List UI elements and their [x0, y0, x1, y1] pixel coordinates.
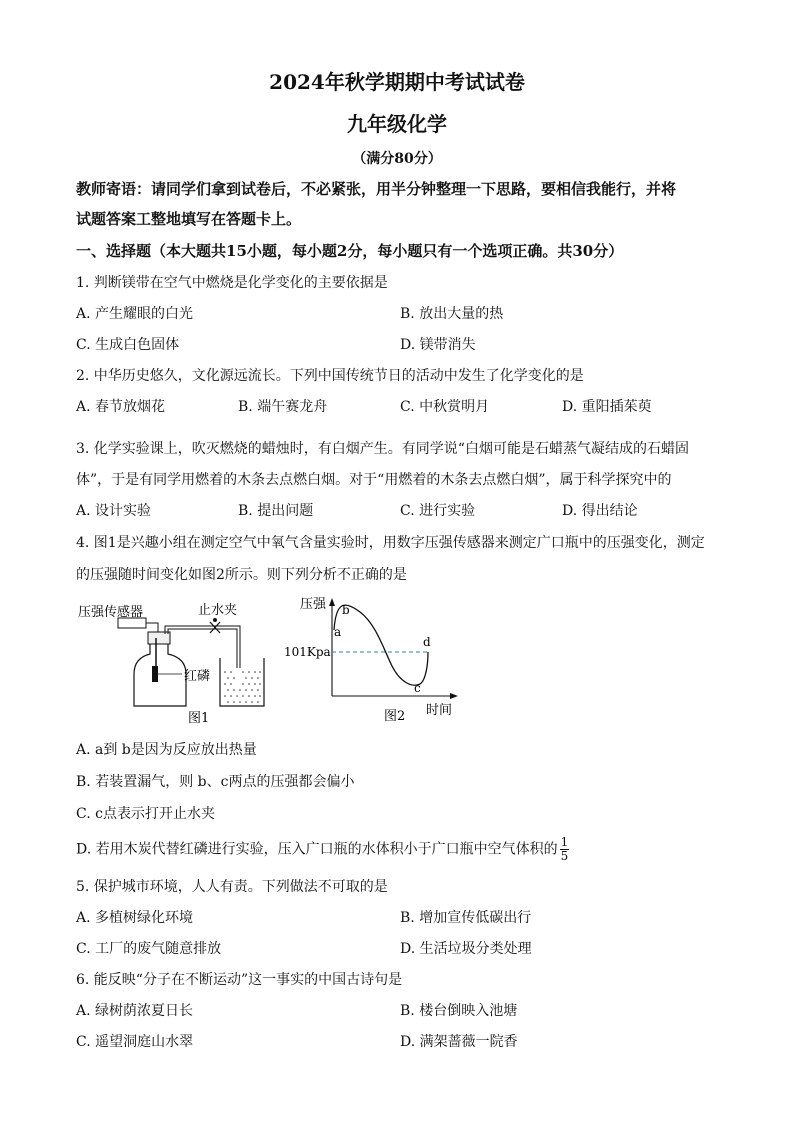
point-a-label: a	[334, 625, 342, 639]
figure-2-caption: 图2	[384, 709, 406, 724]
fraction-one-fifth	[560, 836, 570, 863]
fraction-denominator: 5	[560, 849, 569, 863]
section-heading: 一、选择题（本大题共15小题，每小题2分，每小题只有一个选项正确。共30分）	[76, 242, 624, 260]
question-2-stem: 2. 中华历史悠久，文化源远流长。下列中国传统节日的活动中发生了化学变化的是	[76, 368, 584, 384]
red-phosphorus-spoon	[152, 666, 158, 682]
sensor-label: 压强传感器	[78, 605, 144, 620]
exam-subject: 九年级化学	[347, 112, 447, 136]
point-b-label: b	[342, 603, 350, 617]
question-6-option-a: A. 绿树荫浓夏日长	[76, 1003, 194, 1019]
question-6-option-d: D. 满架蔷薇一院香	[400, 1034, 518, 1050]
question-5-option-c: C. 工厂的废气随意排放	[76, 941, 222, 957]
question-4-option-b: B. 若装置漏气，则 b、c两点的压强都会偏小	[76, 774, 355, 790]
question-5-option-b: B. 增加宣传低碳出行	[400, 910, 532, 926]
exam-full-score: （满分80分）	[352, 151, 442, 167]
question-6-option-c: C. 遥望洞庭山水翠	[76, 1034, 194, 1050]
clamp-label: 止水夹	[198, 603, 238, 618]
question-4-stem-line1: 4. 图1是兴趣小组在测定空气中氧气含量实验时，用数字压强传感器来测定广口瓶中的压强变化，测定	[76, 535, 705, 551]
question-4-option-c: C. c点表示打开止水夹	[76, 806, 215, 822]
question-3-option-c: C. 进行实验	[400, 503, 476, 519]
x-axis-label: 时间	[426, 703, 453, 718]
y-axis-label: 压强	[300, 597, 327, 612]
question-6-option-b: B. 楼台倒映入池塘	[400, 1003, 518, 1019]
question-1-stem: 1. 判断镁带在空气中燃烧是化学变化的主要依据是	[76, 275, 388, 291]
bottle-stopper	[148, 632, 170, 644]
question-2-option-a: A. 春节放烟花	[76, 399, 166, 415]
beaker-water	[221, 668, 263, 705]
point-d-label: d	[423, 635, 431, 649]
exam-title: 2024年秋学期期中考试试卷	[269, 70, 525, 94]
phosphorus-label: 红磷	[184, 669, 211, 684]
question-1-option-b: B. 放出大量的热	[400, 306, 504, 322]
teacher-message-line1: 教师寄语：请同学们拿到试卷后，不必紧张，用半分钟整理一下思路，要相信我能行，并将	[76, 180, 677, 198]
question-4-stem-line2: 的压强随时间变化如图2所示。则下列分析不正确的是	[76, 567, 407, 583]
figure-1-apparatus	[74, 598, 284, 728]
question-3-option-a: A. 设计实验	[76, 503, 152, 519]
question-1-option-a: A. 产生耀眼的白光	[76, 306, 194, 322]
question-2-option-b: B. 端午赛龙舟	[238, 399, 328, 415]
reference-label: 101Kpa	[284, 645, 331, 659]
question-5-option-a: A. 多植树绿化环境	[76, 910, 194, 926]
question-2-option-c: C. 中秋赏明月	[400, 399, 490, 415]
point-c-label: c	[414, 681, 421, 695]
teacher-message-line2: 试题答案工整地填写在答题卡上。	[76, 210, 302, 228]
figure-1-caption: 图1	[188, 711, 210, 726]
question-1-option-c: C. 生成白色固体	[76, 337, 180, 353]
question-4-option-d-text: D. 若用木炭代替红磷进行实验，压入广口瓶的水体积小于广口瓶中空气体积的	[76, 841, 558, 858]
question-1-option-d: D. 镁带消失	[400, 337, 476, 353]
figure-2-pressure-graph	[280, 592, 460, 724]
question-4-option-a: A. a到 b是因为反应放出热量	[76, 742, 257, 758]
pressure-curve	[334, 605, 428, 685]
question-6-stem: 6. 能反映“分子在不断运动”这一事实的中国古诗句是	[76, 972, 403, 988]
question-5-option-d: D. 生活垃圾分类处理	[400, 941, 532, 957]
question-3-option-b: B. 提出问题	[238, 503, 314, 519]
question-3-stem-line2: 体”，于是有同学用燃着的木条去点燃白烟。对于“用燃着的木条去点燃白烟”，属于科学探究中的	[76, 472, 672, 488]
question-2-option-d: D. 重阳插茱萸	[562, 399, 652, 415]
question-5-stem: 5. 保护城市环境，人人有责。下列做法不可取的是	[76, 879, 388, 895]
question-4-option-d	[76, 836, 569, 863]
question-3-stem-line1: 3. 化学实验课上，吹灭燃烧的蜡烛时，有白烟产生。有同学说“白烟可能是石蜡蒸气凝结成的石蜡固	[76, 441, 689, 457]
question-3-option-d: D. 得出结论	[562, 503, 638, 519]
fraction-numerator: 1	[560, 835, 569, 849]
wide-mouth-bottle	[134, 644, 186, 706]
